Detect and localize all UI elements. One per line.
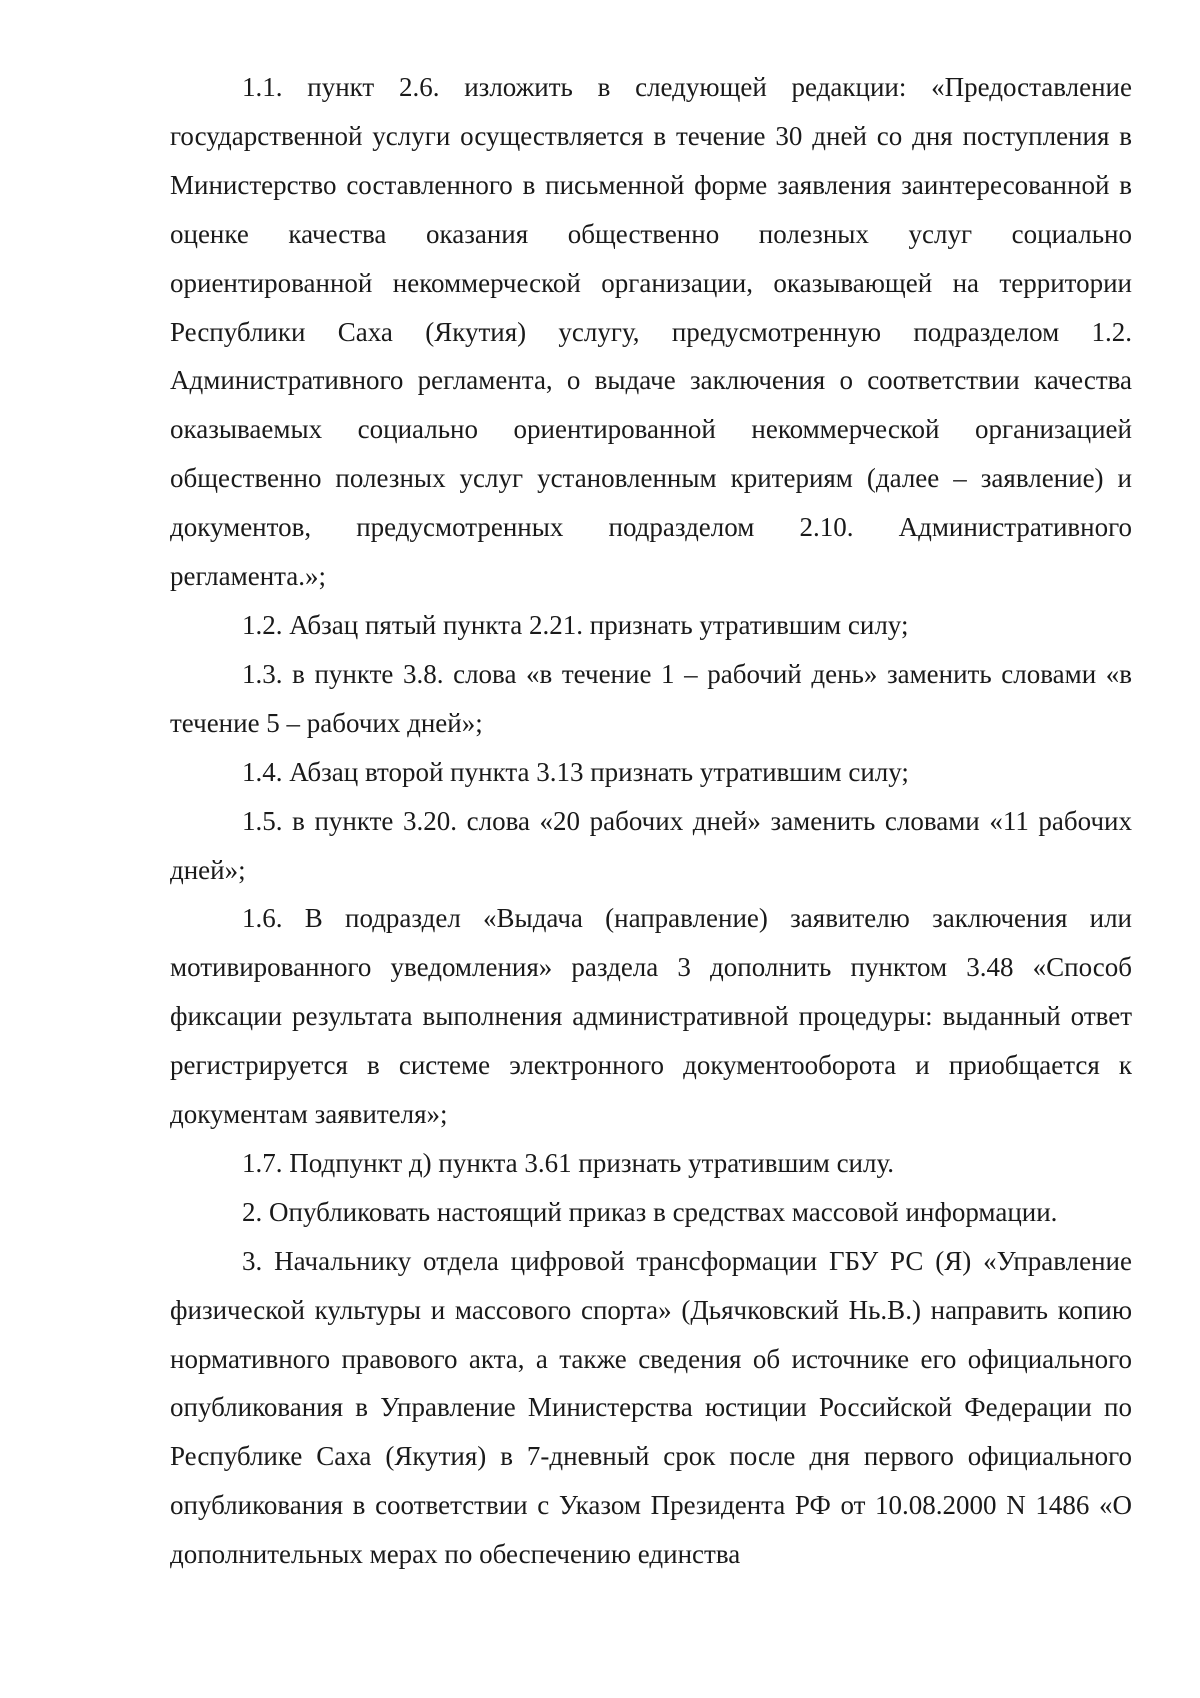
- paragraph-1-4: 1.4. Абзац второй пункта 3.13 признать утратившим силу;: [242, 756, 909, 787]
- paragraph-1-2: 1.2. Абзац пятый пункта 2.21. признать утратившим силу;: [242, 609, 909, 640]
- paragraph-2: 2. Опубликовать настоящий приказ в средствах массовой информации.: [242, 1196, 1058, 1227]
- paragraph-3: 3. Начальнику отдела цифровой трансформации ГБУ РС (Я) «Управление физической культуры и массового спорта» (Дьячковский Нь.В.) направить копию нормативного правового акта, а также сведения об источнике его официального опубликования в Управление Министерства юстиции Российской Федерации по Республике Саха (Якутия) в 7-дневный срок после дня первого официального опубликования в соответствии с Указом Президента РФ от 10.08.2000 N 1486 «О дополнительных мерах по обеспечению единства: [170, 1245, 1132, 1570]
- paragraph-1-3: 1.3. в пункте 3.8. слова «в течение 1 – рабочий день» заменить словами «в течение 5 – рабочих дней»;: [170, 658, 1132, 738]
- document-body: [170, 63, 1132, 1579]
- paragraph-1-5: 1.5. в пункте 3.20. слова «20 рабочих дней» заменить словами «11 рабочих дней»;: [170, 805, 1132, 885]
- paragraph-1-6: 1.6. В подраздел «Выдача (направление) заявителю заключения или мотивированного уведомления» раздела 3 дополнить пунктом 3.48 «Способ фиксации результата выполнения административной процедуры: выданный ответ регистрируется в системе электронного документооборота и приобщается к документам заявителя»;: [170, 903, 1132, 1130]
- paragraph-1-1: 1.1. пункт 2.6. изложить в следующей редакции: «Предоставление государственной услуги осуществляется в течение 30 дней со дня поступления в Министерство составленного в письменной форме заявления заинтересованной в оценке качества оказания общественно полезных услуг социально ориентированной некоммерческой организации, оказывающей на территории Республики Саха (Якутия) услугу, предусмотренную подразделом 1.2. Административного регламента, о выдаче заключения о соответствии качества оказываемых социально ориентированной некоммерческой организацией общественно полезных услуг установленным критериям (далее – заявление) и документов, предусмотренных подразделом 2.10. Административного регламента.»;: [170, 72, 1132, 592]
- paragraph-1-7: 1.7. Подпункт д) пункта 3.61 признать утратившим силу.: [242, 1147, 895, 1178]
